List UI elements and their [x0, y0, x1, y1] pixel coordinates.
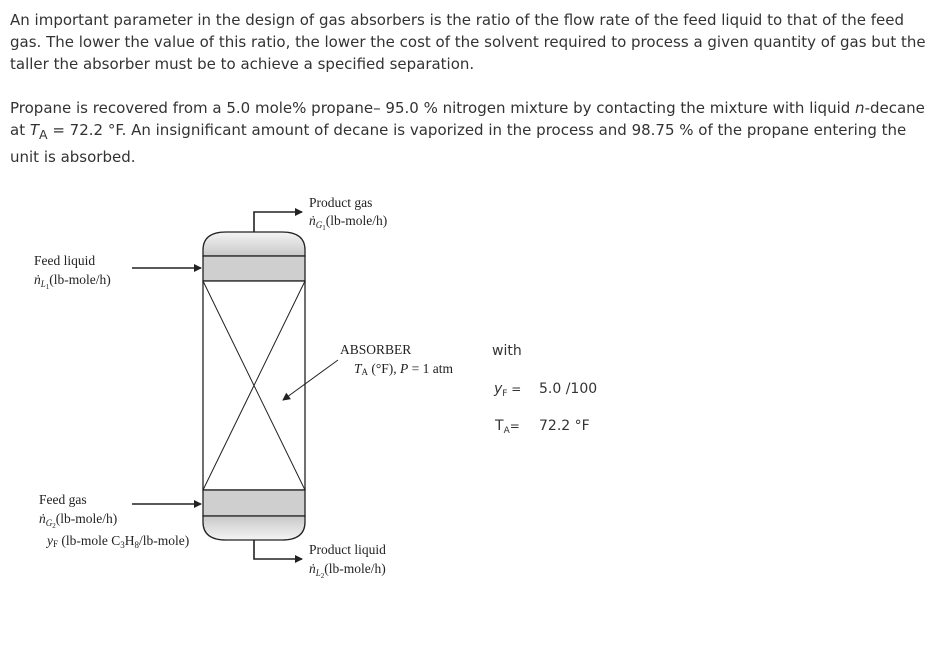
- given-ta-value: 72.2 °F: [539, 418, 590, 434]
- para2-text-c: = 72.2 °F. An insignificant amount of decane is vaporized in the process and 98.75 % of the propane entering the unit is absorbed.: [10, 121, 907, 166]
- given-with-label: with: [492, 343, 522, 359]
- intro-paragraph-1: An important parameter in the design of gas absorbers is the ratio of the flow rate of the feed liquid to that of the feed gas. The lower the value of this ratio, the lower the cost of the solvent required to process a given quantity of gas but the taller the absorber must be to achieve a specified separation.: [10, 11, 926, 73]
- given-yf-value: 5.0 /100: [539, 381, 598, 397]
- feed-gas-flow: $ṅ_G2(lb-mole/h)$: [39, 511, 118, 530]
- given-yf-label: $y_F$ =: [494, 381, 522, 399]
- para2-n: n: [855, 99, 865, 117]
- absorber-conditions: TA (°F), P = 1 atm: [354, 361, 454, 377]
- para2-text-a: Propane is recovered from a 5.0 mole% propane– 95.0 % nitrogen mixture by contacting the mixture with liquid: [10, 99, 856, 117]
- product-liquid-flow: $ṅ_L2(lb-mole/h)$: [309, 561, 386, 580]
- absorber-column: [203, 232, 305, 540]
- para2-text-b: -decane at: [10, 99, 925, 139]
- feed-gas-title: Feed gas: [39, 492, 87, 507]
- feed-gas-composition: yF (lb-mole $C_3H_8/lb-mole$): [47, 533, 190, 550]
- column-top-band: [203, 256, 305, 281]
- product-liquid-title: Product liquid: [309, 542, 386, 557]
- product-liquid-pipe: [254, 540, 302, 559]
- feed-liquid-title: Feed liquid: [34, 253, 96, 268]
- column-bottom-cap: [203, 516, 305, 540]
- given-ta-label: $T_A=$: [495, 418, 520, 436]
- product-gas-flow: $ṅ_G1(lb-mole/h)$: [309, 213, 388, 232]
- product-gas-pipe: [254, 212, 302, 232]
- product-gas-title: Product gas: [309, 195, 373, 210]
- para2-T: T: [29, 121, 40, 139]
- column-top-cap: [203, 232, 305, 256]
- feed-liquid-flow: $ṅ_L1(lb-mole/h)$: [34, 272, 111, 291]
- column-bottom-band: [203, 490, 305, 516]
- para2-T-sub: A: [39, 127, 48, 142]
- absorber-title: ABSORBER: [340, 342, 412, 357]
